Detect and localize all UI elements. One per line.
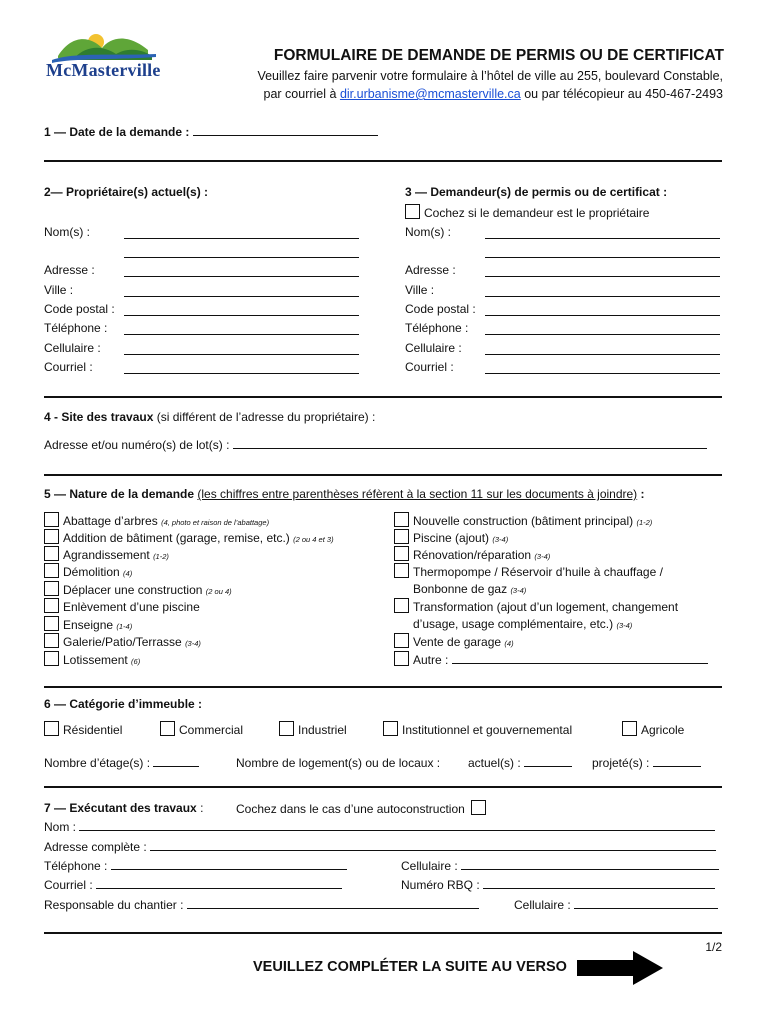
field-label: Code postal : (44, 302, 115, 316)
continue-notice: VEUILLEZ COMPLÉTER LA SUITE AU VERSO (253, 959, 567, 975)
floors-field[interactable] (153, 755, 199, 767)
checkbox[interactable] (622, 721, 637, 736)
checkbox[interactable] (160, 721, 175, 736)
field-input-line[interactable] (124, 226, 359, 239)
request-type-option[interactable] (44, 529, 334, 545)
contractor-cell-label: Cellulaire : (401, 859, 458, 873)
option-label: Agricole (641, 723, 685, 737)
field-input-line[interactable] (485, 226, 720, 239)
owner-field-row (44, 340, 101, 356)
option-new-construction[interactable] (394, 512, 652, 528)
section-7-title-bold: 7 — Exécutant des travaux (44, 801, 197, 815)
field-label: Cellulaire : (405, 341, 462, 355)
option-note: (1-2) (636, 518, 653, 527)
units-label: Nombre de logement(s) ou de locaux : (236, 756, 441, 770)
request-type-option[interactable] (44, 512, 269, 528)
contractor-address-label: Adresse complète : (44, 840, 147, 854)
logo (44, 30, 164, 82)
field-label: Courriel : (405, 360, 454, 374)
request-type-option[interactable] (44, 546, 169, 562)
same-as-owner-option[interactable] (405, 204, 649, 220)
contractor-phone-label: Téléphone : (44, 859, 108, 873)
option-label: Abattage d’arbres (63, 514, 158, 528)
field-input-line[interactable] (124, 284, 359, 297)
option-label: Autre : (413, 653, 449, 667)
option-note: (4) (504, 639, 514, 648)
field-input-line[interactable] (485, 303, 720, 316)
option-note: (3-4) (492, 535, 509, 544)
checkbox[interactable] (44, 529, 59, 544)
header-line-2 (264, 87, 724, 101)
checkbox[interactable] (44, 546, 59, 561)
section-3-title: 3 — Demandeur(s) de permis ou de certificat : (405, 185, 668, 199)
divider-5 (44, 786, 722, 788)
option-label: Galerie/Patio/Terrasse (63, 635, 182, 649)
logo-text: McMasterville (46, 60, 161, 80)
page-number: 1/2 (705, 940, 722, 954)
field-label: Adresse : (44, 263, 95, 277)
contractor-email-label: Courriel : (44, 878, 93, 892)
self-build-option[interactable] (236, 800, 490, 816)
option-note: (4, photo et raison de l’abattage) (161, 518, 270, 527)
owner-field-row (44, 301, 115, 317)
option-label: Démolition (63, 565, 120, 579)
field-label: Nom(s) : (44, 225, 90, 239)
current-units-field[interactable] (524, 755, 572, 767)
section-5-title-bold: 5 — Nature de la demande (44, 487, 195, 501)
same-as-owner-checkbox[interactable] (405, 204, 420, 219)
option-note: (4) (123, 569, 133, 578)
option-note: (3-4) (185, 639, 201, 648)
checkbox[interactable] (44, 563, 59, 578)
site-manager-cell-row (514, 897, 718, 913)
floors-label: Nombre d’étage(s) : (44, 756, 151, 770)
section-7-title-colon: : (200, 801, 204, 815)
section-5-title-note: (les chiffres entre parenthèses réfèrent à la section 11 sur les documents à joindre) (197, 487, 638, 501)
contractor-name-field[interactable] (79, 819, 715, 831)
contractor-email-row (44, 877, 342, 893)
rbq-field[interactable] (483, 877, 715, 889)
request-type-option[interactable] (44, 651, 140, 667)
field-label: Courriel : (44, 360, 93, 374)
checkbox[interactable] (44, 581, 59, 596)
applicant-field-row (405, 262, 456, 278)
applicant-field-row (405, 340, 462, 356)
applicant-field-row (405, 359, 454, 375)
divider-4 (44, 686, 722, 688)
option-label: Addition de bâtiment (garage, remise, etc.) (63, 531, 290, 545)
option-label: d’usage, usage complémentaire, etc.) (413, 617, 614, 631)
field-label: Téléphone : (405, 321, 469, 335)
building-category-option[interactable] (622, 721, 684, 737)
date-label: 1 — Date de la demande : (44, 125, 190, 139)
option-label: Nouvelle construction (bâtiment principal) (413, 514, 634, 528)
option-note: (3-4) (534, 552, 551, 561)
planned-units-row (592, 755, 701, 771)
option-note: (1-2) (153, 552, 169, 561)
option-heatpump-cont (413, 581, 526, 597)
contractor-name-row (44, 819, 715, 835)
option-label: Agrandissement (63, 548, 150, 562)
checkbox[interactable] (44, 512, 59, 527)
section-4-title (44, 409, 375, 425)
request-type-option[interactable] (44, 581, 232, 597)
header-line-1: Veuillez faire parvenir votre formulaire à l’hôtel de ville au 255, boulevard Constable, (257, 69, 723, 83)
checkbox[interactable] (279, 721, 294, 736)
floors-row (44, 755, 199, 771)
building-category-option[interactable] (160, 721, 243, 737)
field-input-line[interactable] (124, 342, 359, 355)
option-label: Industriel (298, 723, 347, 737)
owner-field-row (44, 282, 73, 298)
arrow-right-icon (575, 950, 665, 986)
request-type-option[interactable] (44, 598, 200, 614)
field-input-line[interactable] (124, 245, 359, 258)
field-input-line[interactable] (485, 245, 720, 258)
site-manager-field[interactable] (187, 897, 479, 909)
building-category-option[interactable] (383, 721, 572, 737)
site-manager-label: Responsable du chantier : (44, 898, 184, 912)
site-address-field[interactable] (233, 437, 707, 449)
checkbox[interactable] (44, 651, 59, 666)
section-5-title-end: : (640, 487, 645, 501)
contractor-phone-field[interactable] (111, 858, 347, 870)
option-other[interactable] (394, 651, 708, 667)
field-input-line[interactable] (485, 264, 720, 277)
section-6-title: 6 — Catégorie d’immeuble : (44, 697, 203, 711)
checkbox[interactable] (394, 546, 409, 561)
option-label: Vente de garage (413, 635, 502, 649)
option-note: (1-4) (116, 622, 133, 631)
field-input-line[interactable] (485, 284, 720, 297)
form-title: FORMULAIRE DE DEMANDE DE PERMIS OU DE CERTIFICAT (273, 47, 724, 64)
site-manager-cell-field[interactable] (574, 897, 718, 909)
contractor-cell-field[interactable] (461, 858, 719, 870)
units-row (236, 755, 440, 771)
current-units-label: actuel(s) : (468, 756, 521, 770)
building-category-option[interactable] (44, 721, 122, 737)
section-1 (44, 124, 378, 140)
field-input-line[interactable] (124, 322, 359, 335)
applicant-field-row (405, 320, 468, 336)
option-heatpump[interactable] (394, 563, 663, 579)
field-label: Ville : (44, 283, 74, 297)
field-label: Téléphone : (44, 321, 108, 335)
same-as-owner-label: Cochez si le demandeur est le propriétaire (424, 206, 650, 220)
request-type-option[interactable] (44, 633, 201, 649)
building-category-option[interactable] (279, 721, 347, 737)
option-note: (6) (131, 657, 141, 666)
checkbox[interactable] (44, 616, 59, 631)
field-input-line[interactable] (124, 264, 359, 277)
date-field[interactable] (193, 124, 378, 136)
owner-field-row (44, 359, 93, 375)
divider-1 (44, 160, 722, 162)
header-line-2-pre: par courriel à (263, 87, 337, 101)
checkbox[interactable] (44, 721, 59, 736)
checkbox[interactable] (394, 598, 409, 613)
checkbox[interactable] (383, 721, 398, 736)
field-input-line[interactable] (124, 361, 359, 374)
section-4-title-rest: (si différent de l’adresse du propriétaire) : (156, 410, 376, 424)
request-type-option[interactable] (44, 563, 132, 579)
option-note: (2 ou 4) (205, 587, 232, 596)
checkbox[interactable] (44, 598, 59, 613)
checkbox[interactable] (394, 633, 409, 648)
contractor-phone-row (44, 858, 347, 874)
field-label: Adresse : (405, 263, 456, 277)
field-label: Cellulaire : (44, 341, 101, 355)
owner-field-row (44, 320, 107, 336)
contractor-name-label: Nom : (44, 820, 77, 834)
field-label: Nom(s) : (405, 225, 451, 239)
section-2-title: 2— Propriétaire(s) actuel(s) : (44, 185, 209, 199)
option-label: Institutionnel et gouvernemental (402, 723, 573, 737)
section-7-title (44, 800, 203, 816)
divider-2 (44, 396, 722, 398)
header-line-2-post: ou par télécopieur au 450-467-2493 (524, 87, 723, 101)
contractor-email-field[interactable] (96, 877, 342, 889)
option-label: Bonbonne de gaz (413, 582, 508, 596)
option-label: Lotissement (63, 653, 128, 667)
site-manager-row (44, 897, 479, 913)
option-label: Thermopompe / Réservoir d’huile à chauffage / (413, 565, 663, 579)
request-type-option[interactable] (44, 616, 132, 632)
applicant-field-row (405, 282, 434, 298)
option-label: Enlèvement d’une piscine (63, 600, 200, 614)
option-label: Rénovation/réparation (413, 548, 532, 562)
planned-units-field[interactable] (653, 755, 701, 767)
self-build-checkbox[interactable] (471, 800, 486, 815)
checkbox[interactable] (394, 512, 409, 527)
checkbox[interactable] (394, 563, 409, 578)
site-address-label: Adresse et/ou numéro(s) de lot(s) : (44, 438, 230, 452)
site-manager-cell-label: Cellulaire : (514, 898, 571, 912)
logo-hills-icon (44, 30, 164, 64)
applicant-field-row (405, 301, 476, 317)
option-label: Piscine (ajout) (413, 531, 490, 545)
option-pool[interactable] (394, 529, 508, 545)
option-garage-sale[interactable] (394, 633, 514, 649)
option-transformation-cont (413, 616, 632, 632)
option-transformation[interactable] (394, 598, 678, 614)
planned-units-label: projeté(s) : (592, 756, 650, 770)
field-label: Code postal : (405, 302, 476, 316)
applicant-field-row (405, 224, 451, 240)
checkbox[interactable] (394, 529, 409, 544)
divider-6 (44, 932, 722, 934)
self-build-label: Cochez dans le cas d’une autoconstruction (236, 802, 465, 816)
owner-field-row (44, 262, 95, 278)
site-address-row (44, 437, 707, 453)
option-label: Enseigne (63, 618, 114, 632)
other-field[interactable] (452, 652, 708, 664)
owner-field-row (44, 224, 90, 240)
rbq-label: Numéro RBQ : (401, 878, 480, 892)
field-input-line[interactable] (485, 342, 720, 355)
contractor-address-field[interactable] (150, 839, 716, 851)
option-label: Transformation (ajout d’un logement, changement (413, 600, 679, 614)
field-input-line[interactable] (485, 322, 720, 335)
current-units-row (468, 755, 572, 771)
section-4-title-bold: 4 - Site des travaux (44, 410, 154, 424)
contractor-cell-row (401, 858, 719, 874)
email-link[interactable]: dir.urbanisme@mcmasterville.ca (339, 87, 521, 101)
field-label: Ville : (405, 283, 435, 297)
field-input-line[interactable] (485, 361, 720, 374)
section-5-title (44, 486, 645, 502)
checkbox[interactable] (394, 651, 409, 666)
rbq-row (401, 877, 715, 893)
option-label: Résidentiel (63, 723, 123, 737)
option-label: Déplacer une construction (63, 583, 203, 597)
option-renovation[interactable] (394, 546, 550, 562)
option-note: (3-4) (510, 586, 527, 595)
contractor-address-row (44, 839, 716, 855)
divider-3 (44, 474, 722, 476)
option-note: (2 ou 4 et 3) (293, 535, 334, 544)
option-label: Commercial (179, 723, 244, 737)
field-input-line[interactable] (124, 303, 359, 316)
checkbox[interactable] (44, 633, 59, 648)
option-note: (3-4) (616, 621, 633, 630)
